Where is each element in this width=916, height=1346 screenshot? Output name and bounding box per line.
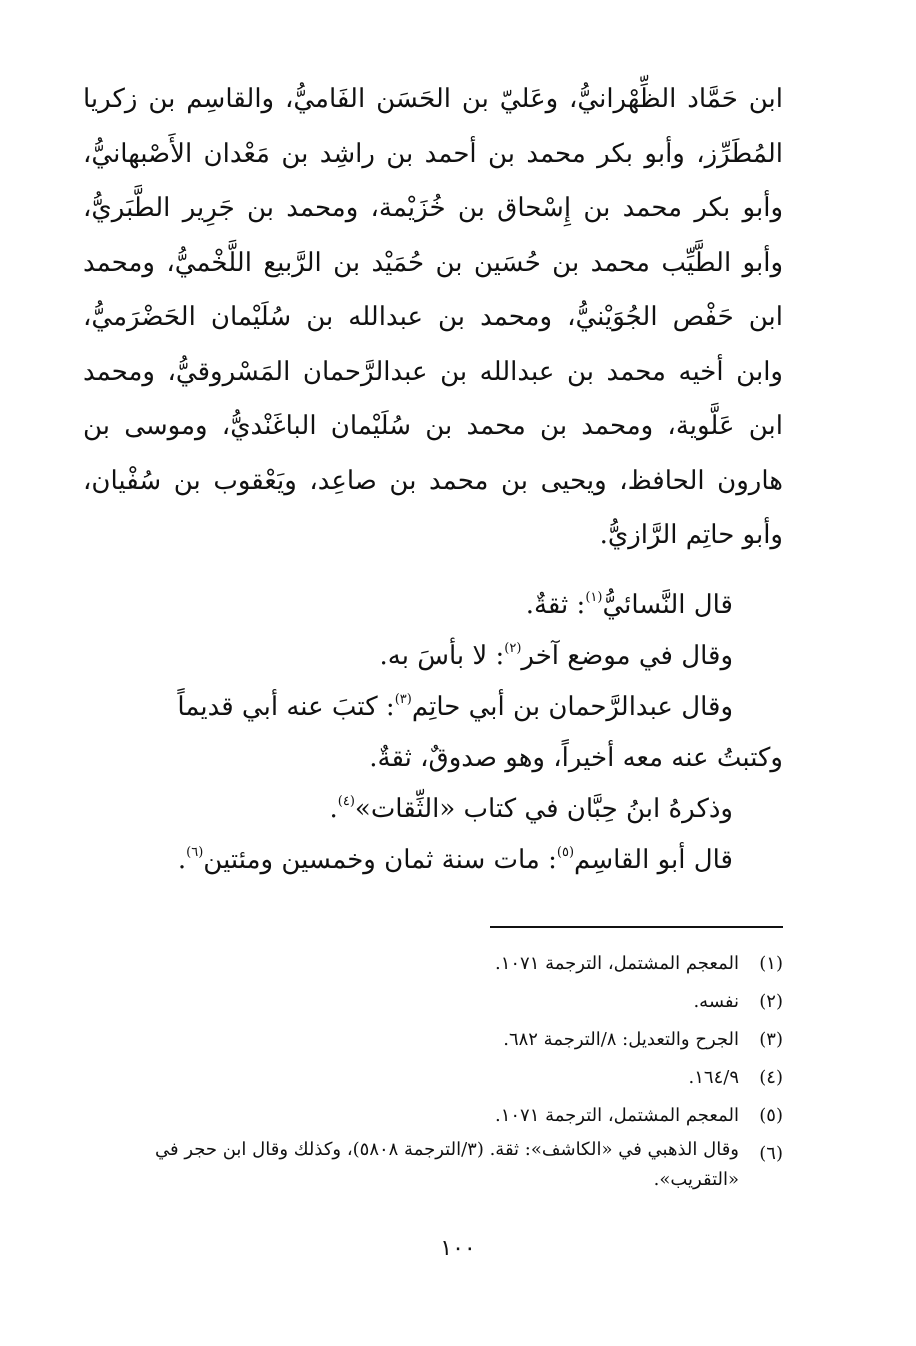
footnote-ref[interactable]: (١) — [585, 590, 603, 605]
footnote-item — [83, 983, 783, 1021]
quote-text: وقال عبدالرَّحمان بن أبي حاتِم — [411, 692, 733, 722]
paragraph-line: ابن حَمَّاد الظِّهْرانيُّ، وعَليّ بن الحَسَن الفَاميُّ، والقاسِم بن زكريا — [83, 84, 783, 114]
footnote-text: ١٦٤/٩. — [688, 1067, 739, 1088]
footnote-ref[interactable]: (٣) — [394, 692, 412, 707]
quote-text: قال النَّسائيُّ — [602, 590, 733, 620]
footnote-item — [83, 1097, 783, 1135]
paragraph-line: هارون الحافظ، ويحيى بن محمد بن صاعِد، ويَعْقوب بن سُفْيان، — [83, 465, 783, 496]
paragraph-line: وأبو حاتِم الرَّازيُّ. — [599, 520, 783, 550]
footnote-item — [83, 945, 783, 983]
footnote-number: (٣) — [759, 1029, 783, 1050]
paragraph-line: ابن عَلَّوية، ومحمد بن محمد بن سُلَيْمان الباغَنْديُّ، وموسى بن — [83, 411, 783, 441]
quote-text: : لا بأسَ به. — [379, 641, 505, 671]
quote-line — [83, 835, 783, 886]
footnote-ref[interactable]: (٤) — [337, 794, 355, 809]
footnote-text: وقال الذهبي في «الكاشف»: ثقة. (٣/الترجمة ٥٨٠٨)، وكذلك وقال ابن حجر في «التقريب». — [154, 1139, 739, 1190]
footnote-text: نفسه. — [693, 991, 739, 1012]
footnote-text: الجرح والتعديل: ٨/الترجمة ٦٨٢. — [503, 1029, 739, 1050]
narrator-assessments — [83, 580, 783, 886]
footnote-number: (٤) — [759, 1067, 783, 1088]
quote-text: وقال في موضع آخر — [521, 641, 733, 671]
page-number: ١٠٠ — [440, 1236, 476, 1261]
quote-line — [83, 580, 783, 631]
quote-line — [83, 631, 783, 682]
footnote-item — [83, 1059, 783, 1097]
footnote-separator — [490, 926, 783, 928]
footnote-text: المعجم المشتمل، الترجمة ١٠٧١. — [494, 1105, 739, 1126]
paragraph-line: وأبو الطَّيِّب محمد بن حُسَين بن حُمَيْد بن الرَّبيع اللَّخْميُّ، ومحمد — [83, 247, 783, 278]
footnote-number: (٢) — [759, 991, 783, 1012]
footnote-ref[interactable]: (٢) — [504, 641, 522, 656]
footnote-ref[interactable]: (٥) — [556, 845, 575, 860]
footnote-number: (٦) — [759, 1143, 783, 1164]
footnote-item — [83, 1021, 783, 1059]
biography-paragraph — [83, 72, 783, 563]
footnote-ref[interactable]: (٦) — [186, 845, 204, 860]
quote-line — [83, 784, 783, 835]
quote-line — [83, 682, 783, 733]
footnote-number: (٥) — [759, 1105, 783, 1126]
paragraph-line: المُطَرِّز، وأبو بكر محمد بن أحمد بن راشِد بن مَعْدان الأَصْبهانيُّ، — [83, 138, 783, 169]
quote-text: : ثقةٌ. — [525, 590, 586, 620]
quote-text: وذكرهُ ابنُ حِبَّان في كتاب «الثِّقات» — [354, 794, 733, 824]
quote-text: : كتبَ عنه أبي قديماً — [177, 692, 395, 722]
footnote-text: المعجم المشتمل، الترجمة ١٠٧١. — [494, 953, 739, 974]
paragraph-line: وابن أخيه محمد بن عبدالله بن عبدالرَّحمان المَسْروقيُّ، ومحمد — [83, 356, 783, 387]
paragraph-line: ابن حَفْص الجُوَيْنيُّ، ومحمد بن عبدالله بن سُلَيْمان الحَضْرَميُّ، — [83, 302, 783, 332]
quote-text: . — [329, 794, 338, 824]
footnote-number: (١) — [759, 953, 783, 974]
paragraph-line: وأبو بكر محمد بن إِسْحاق بن خُزَيْمة، ومحمد بن جَرِير الطَّبَريُّ، — [83, 193, 783, 223]
footnotes — [83, 945, 783, 1195]
quote-text: : مات سنة ثمان وخمسين ومئتين — [203, 845, 557, 875]
quote-text: قال أبو القاسِم — [574, 845, 733, 875]
quote-text: وكتبتُ عنه معه أخيراً، وهو صدوقٌ، ثقةٌ. — [369, 743, 783, 773]
footnote-item — [83, 1135, 783, 1195]
quote-text: . — [177, 845, 187, 875]
quote-line — [83, 733, 783, 784]
